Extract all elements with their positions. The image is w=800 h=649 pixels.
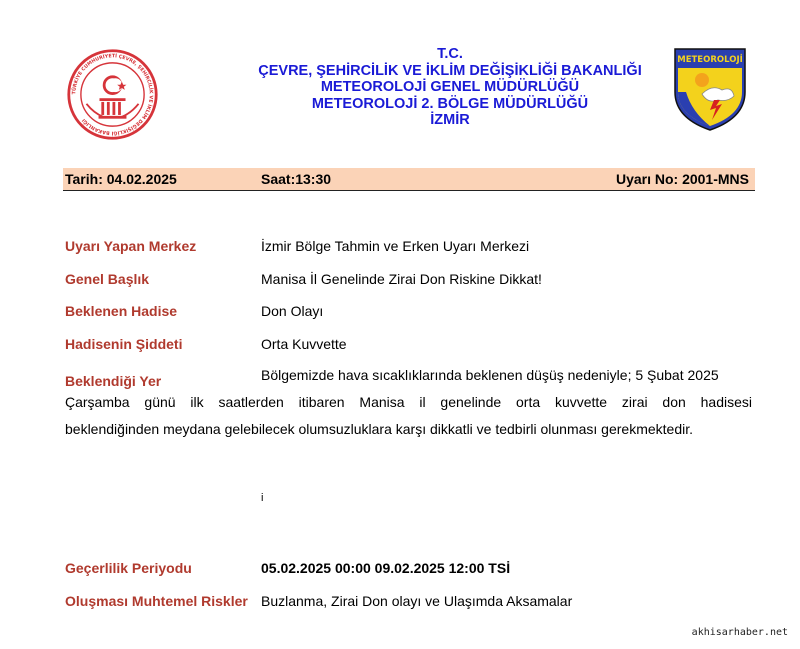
header-line-city: İZMİR bbox=[430, 112, 470, 128]
validity-value: 05.02.2025 00:00 09.02.2025 12:00 TSİ bbox=[261, 560, 511, 576]
general-title-value: Manisa İl Genelinde Zirai Don Riskine Dikkat! bbox=[261, 271, 542, 287]
info-bar bbox=[63, 168, 755, 191]
svg-text:TÜRKİYE CUMHURİYETİ ÇEVRE, ŞEH: TÜRKİYE CUMHURİYETİ ÇEVRE, ŞEHİRCİLİK VE İKLİM DEĞİŞİKLİĞİ BAKANLIĞI bbox=[72, 54, 153, 135]
date-text: Tarih: 04.02.2025 bbox=[65, 171, 177, 187]
svg-text:METEOROLOJİ: METEOROLOJİ bbox=[677, 55, 743, 65]
time-text: Saat:13:30 bbox=[261, 171, 332, 187]
expected-event-label: Beklenen Hadise bbox=[65, 303, 178, 319]
stray-mark: i bbox=[261, 492, 264, 504]
header-line-directorate: METEOROLOJİ GENEL MÜDÜRLÜĞÜ bbox=[320, 79, 580, 95]
header-line-tc: T.C. bbox=[437, 46, 463, 62]
ministry-seal-logo bbox=[66, 48, 159, 141]
header-line-ministry: ÇEVRE, ŞEHİRCİLİK VE İKLİM DEĞİŞİKLİĞİ BAKANLIĞI bbox=[258, 62, 642, 79]
validity-label: Geçerlilik Periyodu bbox=[65, 560, 192, 576]
severity-value: Orta Kuvvette bbox=[261, 336, 347, 352]
severity-label: Hadisenin Şiddeti bbox=[65, 336, 183, 352]
warning-number: Uyarı No: 2001-MNS bbox=[615, 171, 749, 187]
meteoroloji-logo bbox=[672, 46, 748, 132]
expected-place-line-3: beklendiğinden meydana gelebilecek olumsuzluklara karşı dikkatli ve tedbirli olunması gerekmektedir. bbox=[65, 421, 693, 437]
expected-place-line-2: Çarşamba günü ilk saatlerden itibaren Manisa il genelinde orta kuvvette zirai don hadisesi bbox=[65, 394, 752, 410]
watermark-text: akhisarhaber.net bbox=[691, 627, 788, 638]
risks-label: Oluşması Muhtemel Riskler bbox=[65, 593, 248, 609]
center-label: Uyarı Yapan Merkez bbox=[65, 238, 197, 254]
risks-value: Buzlanma, Zirai Don olayı ve Ulaşımda Aksamalar bbox=[261, 593, 573, 609]
center-value: İzmir Bölge Tahmin ve Erken Uyarı Merkezi bbox=[261, 238, 530, 254]
expected-place-paragraph bbox=[65, 362, 752, 443]
expected-place-label: Beklendiği Yer bbox=[65, 373, 162, 389]
expected-event-value: Don Olayı bbox=[261, 303, 324, 319]
header-line-region: METEOROLOJİ 2. BÖLGE MÜDÜRLÜĞÜ bbox=[311, 95, 589, 112]
header-title-block bbox=[200, 46, 700, 129]
general-title-label: Genel Başlık bbox=[65, 271, 150, 287]
expected-place-line-1: Bölgemizde hava sıcaklıklarında beklenen düşüş nedeniyle; 5 Şubat 2025 bbox=[261, 367, 719, 383]
